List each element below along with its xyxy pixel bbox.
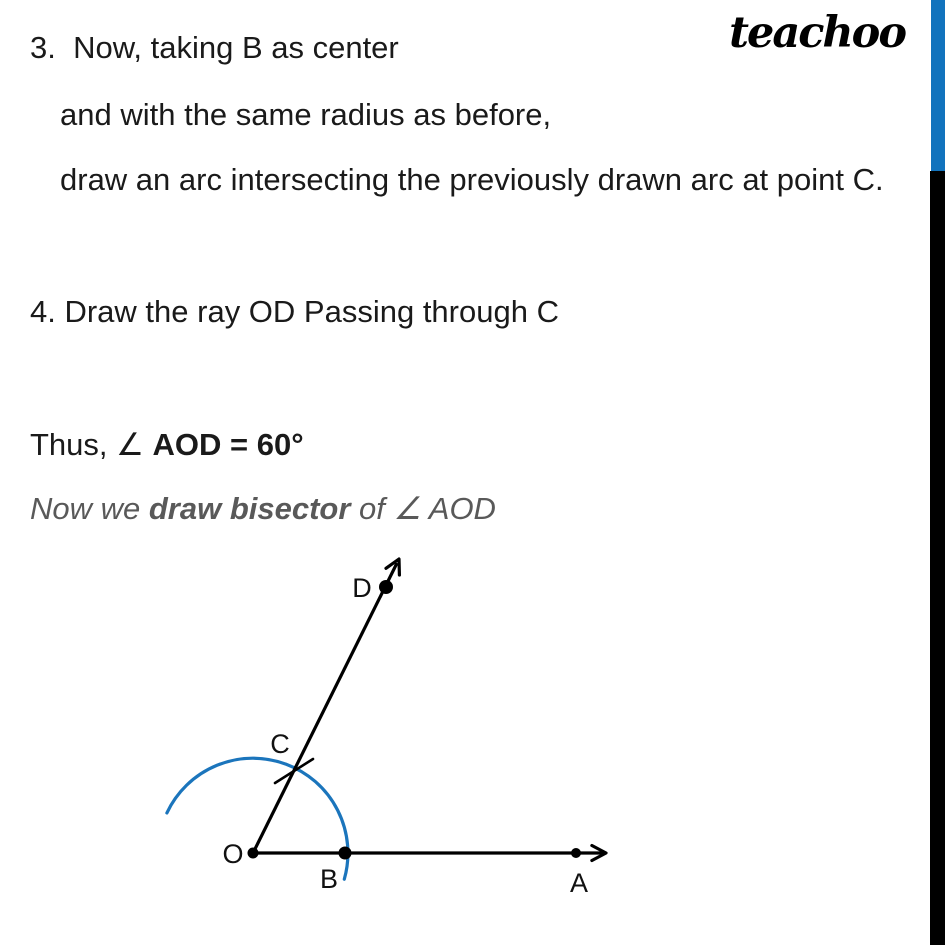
conclusion-prefix: Thus, ∠ [30, 427, 153, 462]
note-suffix: of ∠ AOD [350, 491, 496, 526]
point-c-label: C [270, 729, 290, 759]
point-a-dot [571, 848, 581, 858]
ray-od-line [253, 563, 397, 853]
point-o-dot [248, 848, 259, 859]
note-prefix: Now we [30, 491, 149, 526]
point-d-dot [379, 580, 393, 594]
point-b-dot [339, 847, 352, 860]
teachoo-logo: teachoo [729, 8, 905, 58]
compass-arc [167, 758, 348, 879]
conclusion-angle-value: AOD = 60° [152, 427, 304, 462]
step3-line2: and with the same radius as before, [60, 97, 552, 132]
point-a-label: A [569, 868, 589, 898]
step4-line: 4. Draw the ray OD Passing through C [30, 294, 559, 329]
point-o-label: O [222, 839, 244, 869]
note-bold: draw bisector [148, 491, 351, 526]
step3-line1: 3. Now, taking B as center [30, 30, 399, 65]
point-b-label: B [319, 864, 339, 894]
point-d-label: D [352, 573, 372, 603]
step3-line3: draw an arc intersecting the previously drawn arc at point C. [60, 162, 884, 197]
